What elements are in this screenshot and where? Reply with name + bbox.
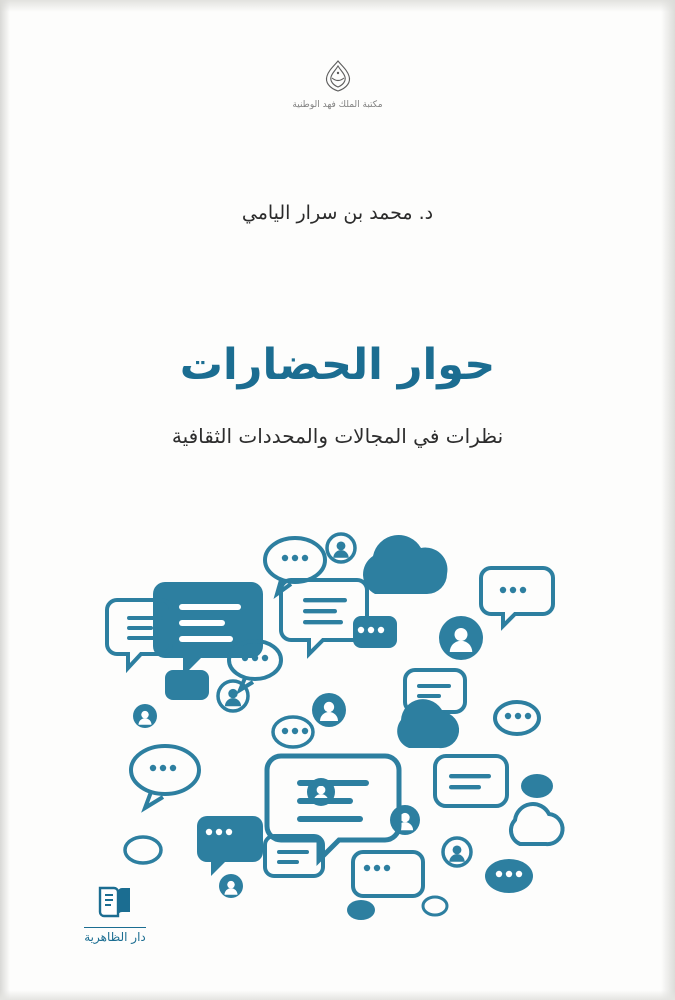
author-name: د. محمد بن سرار اليامي bbox=[241, 202, 434, 224]
speech-bubbles-collage-icon bbox=[105, 520, 575, 920]
publisher-seal-caption: مكتبة الملك فهد الوطنية bbox=[292, 100, 383, 110]
page-edge-bottom bbox=[0, 990, 675, 1000]
page-edge-left bbox=[0, 0, 10, 1000]
publisher-name: دار الظاهرية bbox=[84, 927, 146, 944]
page-edge-top bbox=[0, 0, 675, 12]
publisher-seal bbox=[0, 58, 675, 110]
publisher-seal-icon bbox=[315, 58, 361, 98]
book-title: حوار الحضارات bbox=[179, 340, 496, 390]
open-book-icon bbox=[92, 878, 138, 924]
book-subtitle: نظرات في المجالات والمحددات الثقافية bbox=[171, 424, 504, 448]
cover-artwork bbox=[105, 520, 575, 920]
publisher-logo bbox=[60, 878, 170, 945]
page-edge-right bbox=[661, 0, 675, 1000]
